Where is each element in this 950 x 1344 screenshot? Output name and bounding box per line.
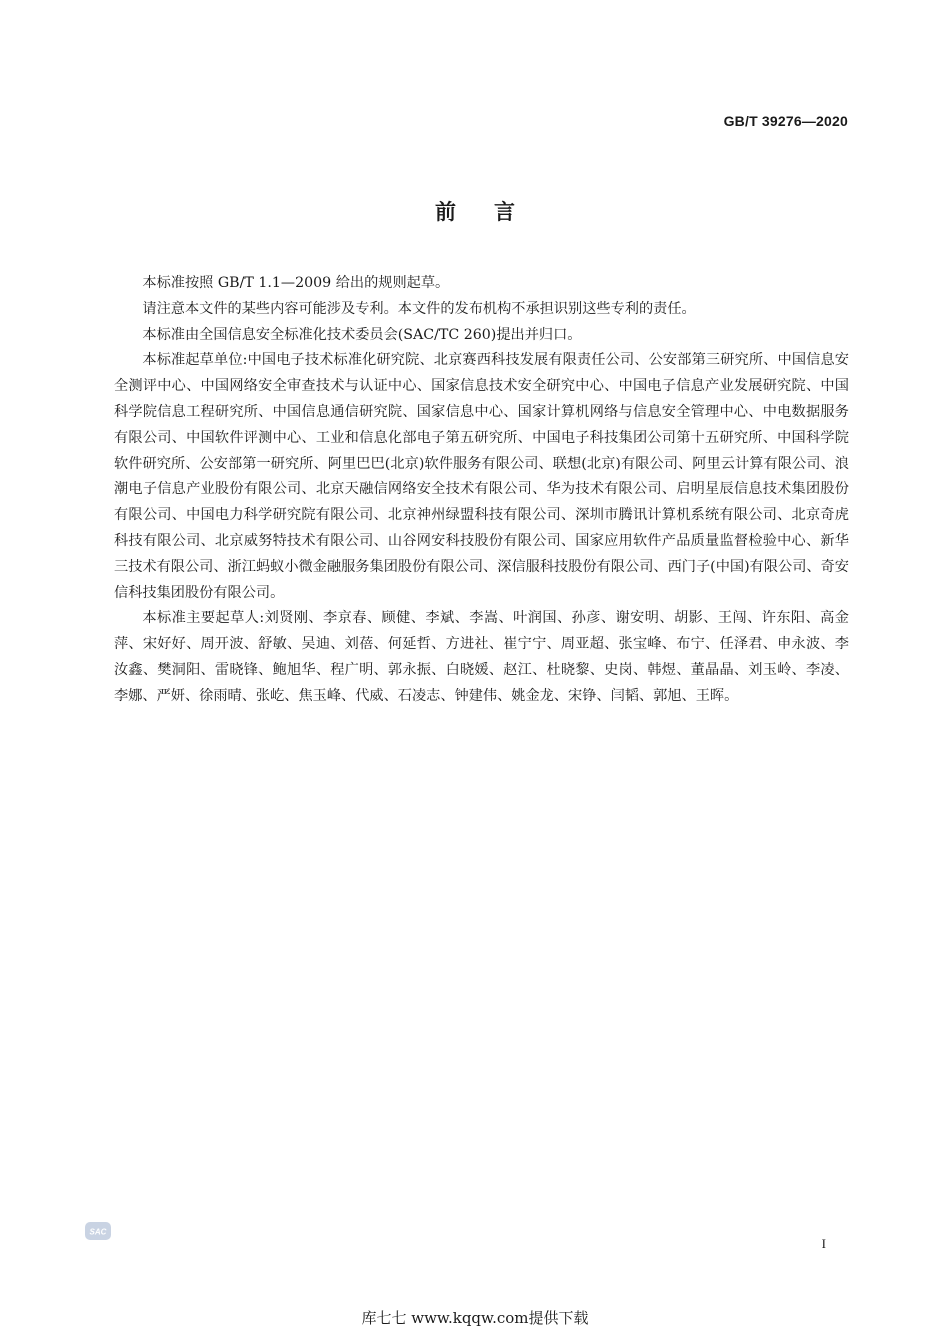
paragraph-drafters: 本标准主要起草人:刘贤刚、李京春、顾健、李斌、李嵩、叶润国、孙彦、谢安明、胡影、王闯、许东阳、高金萍、宋好好、周开波、舒敏、吴迪、刘蓓、何延哲、方进社、崔宁宁、周亚超、张宝峰、布宁、任泽君、申永波、李汝鑫、樊洞阳、雷晓锋、鲍旭华、程广明、郭永振、白晓媛、赵江、杜晓黎、史岗、韩煜、董晶晶、刘玉岭、李凌、李娜、严妍、徐雨晴、张屹、焦玉峰、代威、石凌志、钟建伟、姚金龙、宋铮、闫韬、郭旭、王晖。	[114, 610, 849, 704]
standard-number: GB/T 39276—2020	[723, 113, 848, 129]
paragraph-proposer: 本标准由全国信息安全标准化技术委员会(SAC/TC 260)提出并归口。	[142, 326, 582, 343]
page-title: 前言	[435, 200, 553, 224]
paragraph-patent-notice: 请注意本文件的某些内容可能涉及专利。本文件的发布机构不承担识别这些专利的责任。	[142, 300, 696, 317]
paragraph-drafting-rules: 本标准按照 GB/T 1.1—2009 给出的规则起草。	[142, 275, 450, 291]
footer-watermark: 库七七 www.kqqw.com提供下载	[361, 1309, 589, 1327]
foreword-body	[114, 271, 849, 710]
logo-text: SAC	[89, 1227, 107, 1237]
page-number: I	[821, 1236, 826, 1251]
sac-logo-icon	[85, 1221, 111, 1241]
paragraph-drafting-units: 本标准起草单位:中国电子技术标准化研究院、北京赛西科技发展有限责任公司、公安部第三研究所、中国信息安全测评中心、中国网络安全审查技术与认证中心、国家信息技术安全研究中心、中国电子信息产业发展研究院、中国科学院信息工程研究所、中国信息通信研究院、国家信息中心、国家计算机网络与信息安全管理中心、中电数据服务有限公司、中国软件评测中心、工业和信息化部电子第五研究所、中国电子科技集团公司第十五研究所、中国科学院软件研究所、公安部第一研究所、阿里巴巴(北京)软件服务有限公司、联想(北京)有限公司、阿里云计算有限公司、浪潮电子信息产业股份有限公司、北京天融信网络安全技术有限公司、华为技术有限公司、启明星辰信息技术集团股份有限公司、中国电力科学研究院有限公司、北京神州绿盟科技有限公司、深圳市腾讯计算机系统有限公司、北京奇虎科技有限公司、北京威努特技术有限公司、山谷网安科技股份有限公司、国家应用软件产品质量监督检验中心、新华三技术有限公司、浙江蚂蚁小微金融服务集团股份有限公司、深信服科技股份有限公司、西门子(中国)有限公司、奇安信科技集团股份有限公司。	[114, 352, 849, 601]
